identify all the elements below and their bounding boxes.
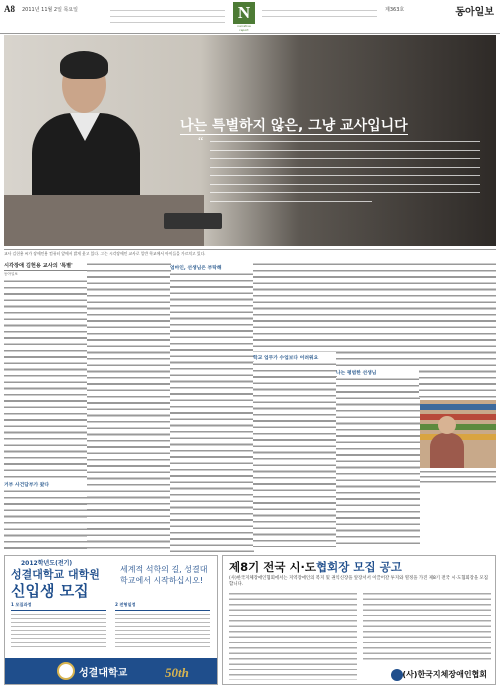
article-subheading: 거부 사건담부가 왔다 bbox=[4, 483, 50, 488]
ad-title-university: 성결대학교 대학원 bbox=[11, 568, 100, 581]
bookshelf-row bbox=[420, 404, 496, 410]
article-text bbox=[336, 377, 420, 547]
article-text bbox=[253, 362, 337, 547]
photo-caption bbox=[420, 470, 496, 484]
ad-subtitle: (사)한국지체장애인협회에서는 지역장애인의 복지 및 권익신장을 앞장서서 이끌어갈 투지와 열정을 가진 제8기 전국 시·도협회장을 모집합니다. bbox=[229, 576, 489, 587]
quote-mark-icon: “ bbox=[198, 134, 204, 148]
article-column-6 bbox=[419, 262, 496, 398]
article-text bbox=[87, 262, 171, 552]
article-byline: 동아일보 bbox=[4, 272, 18, 276]
article-text bbox=[419, 262, 496, 398]
classroom-photo bbox=[420, 400, 496, 468]
schedule-table bbox=[115, 610, 210, 656]
programs-table bbox=[11, 610, 106, 656]
ad-section-schedule: 2 전형일정 bbox=[115, 602, 136, 607]
article-heading: 시각장애 김헌용 교사의 '특별' bbox=[4, 262, 88, 271]
issue-date: 2011년 11월 2일 목요일 bbox=[22, 7, 79, 13]
ad-section-programs: 1 모집과정 bbox=[11, 602, 32, 607]
anniversary-mark: 50th bbox=[165, 665, 189, 680]
section-logo-sub: narrative report bbox=[237, 24, 251, 32]
article-text bbox=[170, 272, 254, 552]
association-logo-icon bbox=[391, 669, 403, 681]
hero-caption: 교사 김헌용 씨가 장애인용 컴퓨터 앞에서 밝게 웃고 있다. 그는 시각장애인 교사로 일반 학교에서 아이들을 가르치고 있다. bbox=[4, 249, 496, 257]
university-name: 성결대학교 bbox=[79, 668, 128, 679]
hero-title: 나는 특별하지 않은, 그냥 교사입니다 bbox=[180, 118, 408, 134]
ad-details-right bbox=[363, 592, 491, 662]
newspaper-brand: 동아일보 bbox=[455, 7, 494, 18]
page-number: A8 bbox=[4, 4, 15, 14]
association-name: (사)한국지체장애인협회 bbox=[402, 670, 487, 679]
article-subheading: 엄마인, 선생님은 부탁해 bbox=[170, 266, 222, 271]
bookshelf-row bbox=[420, 414, 496, 420]
section-logo: N bbox=[233, 2, 255, 24]
university-ad bbox=[4, 555, 218, 685]
header-blurb-right bbox=[262, 6, 377, 18]
article-text bbox=[253, 262, 337, 352]
article-text bbox=[4, 279, 88, 479]
teacher-head bbox=[438, 416, 456, 434]
article-column-1 bbox=[4, 262, 88, 552]
hero-photo bbox=[4, 35, 496, 246]
ad-title-recruit: 신입생 모집 bbox=[11, 582, 89, 600]
ad-slogan: 세계적 석학의 길, 성결대학교에서 시작하십시오! bbox=[120, 565, 208, 585]
page-header bbox=[0, 0, 500, 34]
article-subheading: 학교 업무가 수업보다 어려워요 bbox=[253, 356, 319, 361]
article-subheading: 나는 평범한 선생님 bbox=[336, 371, 377, 376]
hero-quote-lines bbox=[210, 138, 480, 206]
issue-number: 제363호 bbox=[385, 7, 405, 13]
article-text bbox=[4, 489, 88, 552]
bookshelf-row bbox=[420, 424, 496, 430]
ad-title: 제8기 전국 시·도협회장 모집 공고 bbox=[229, 560, 402, 574]
ad-details-left bbox=[229, 592, 357, 680]
article-column-2 bbox=[87, 262, 171, 552]
header-blurb-left bbox=[110, 6, 225, 23]
braille-keyboard bbox=[164, 213, 222, 229]
article-column-3 bbox=[170, 262, 254, 552]
ad-year: 2012학년도(전기) bbox=[21, 560, 73, 567]
article-column-4 bbox=[253, 262, 337, 552]
association-ad bbox=[222, 555, 496, 685]
article-column-5 bbox=[336, 262, 420, 552]
teacher-hair bbox=[60, 51, 108, 79]
teacher-figure bbox=[430, 433, 464, 468]
article-text bbox=[336, 262, 420, 367]
university-seal-icon bbox=[57, 662, 75, 680]
